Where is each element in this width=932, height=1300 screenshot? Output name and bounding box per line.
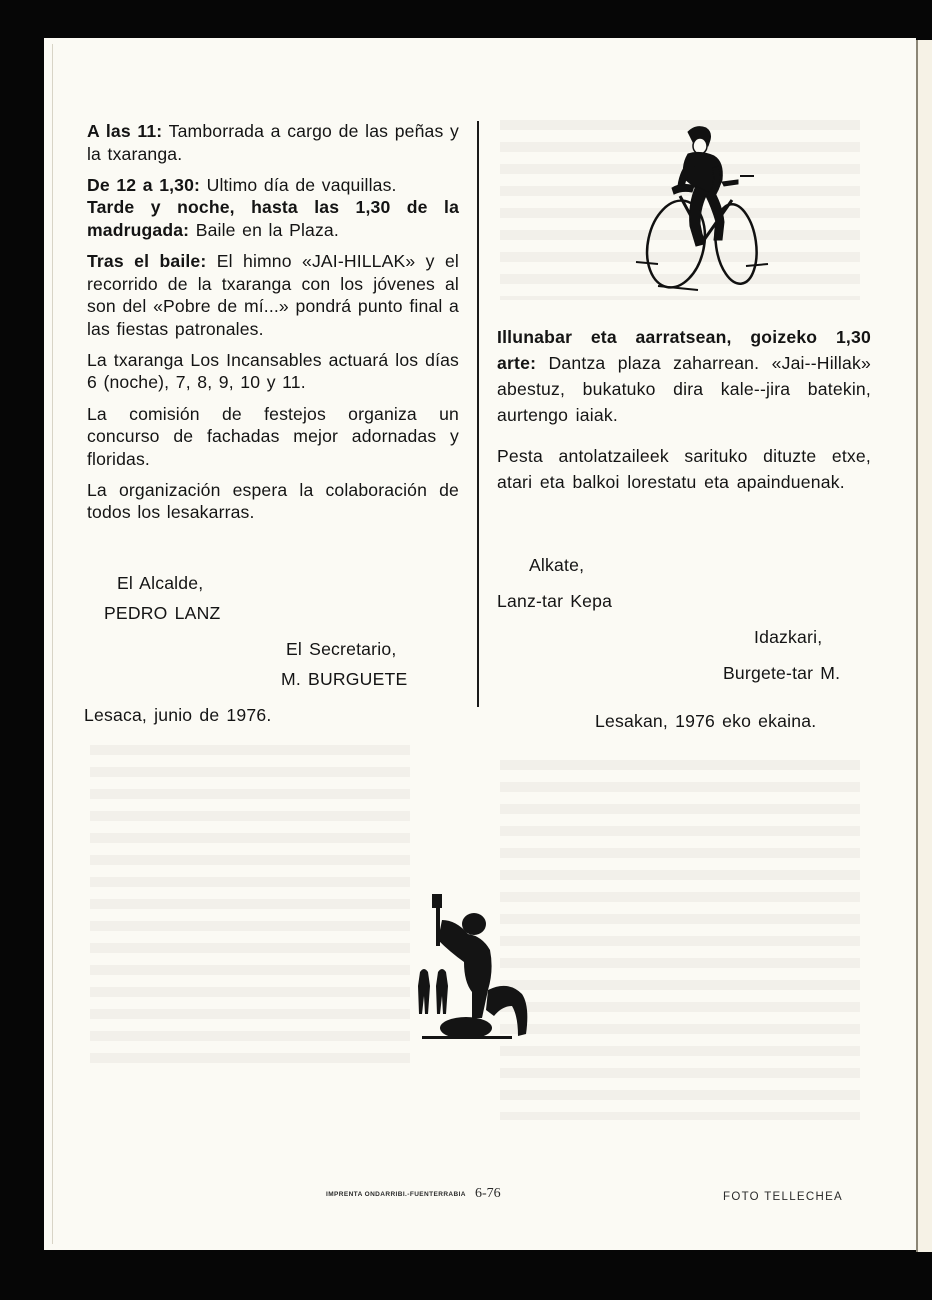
paragraph [87, 349, 459, 394]
left-column-text [87, 120, 459, 533]
paragraph-text: Dantza plaza zaharrean. «Jai--Hillak» abestuz, bukatuko dira kale--jira batekin, aurtengo iaiak. [497, 353, 871, 425]
secretary-name: M. BURGUETE [281, 669, 408, 689]
paragraph [87, 250, 459, 340]
paragraph [87, 403, 459, 471]
secretary-title: El Secretario, [286, 639, 397, 659]
paragraph [87, 174, 459, 197]
paragraph-lead: Illunabar eta aarratsean, goizeko 1,30 arte: [497, 327, 871, 373]
ground-line [422, 1036, 512, 1039]
secretary-title-basque: Idazkari, [754, 627, 823, 647]
paragraph-lead: Tras el baile: [87, 250, 207, 271]
cyclist-face [693, 138, 707, 154]
stone-cutters-illustration [408, 890, 534, 1040]
paragraph-text: Pesta antolatzaileek sarituko dituzte etxe, atari eta balkoi lorestatu eta apainduenak. [497, 446, 871, 492]
column-divider [477, 121, 479, 707]
cyclist-illustration [628, 116, 778, 298]
background-figure [418, 969, 430, 1014]
right-column-text [497, 324, 871, 510]
paragraph-text: Ultimo día de vaquillas. [200, 174, 397, 195]
mayor-title-basque: Alkate, [529, 555, 585, 575]
paragraph-lead: A las 11: [87, 121, 163, 141]
page-edge-line [52, 44, 53, 1244]
stone-block [440, 1017, 492, 1039]
mayor-title: El Alcalde, [117, 573, 204, 593]
cyclist-seat [722, 180, 738, 186]
secretary-name-basque: Burgete-tar M. [723, 663, 841, 683]
paragraph [497, 443, 871, 495]
paragraph [87, 196, 459, 241]
paragraph [87, 120, 459, 165]
show-through-texture [500, 760, 860, 1120]
background-figure [436, 969, 448, 1014]
printer-imprint: IMPRENTA ONDARRIBI.-FUENTERRABIA [326, 1191, 466, 1198]
paragraph-text: Baile en la Plaza. [189, 219, 339, 240]
photo-credit: FOTO TELLECHEA [723, 1191, 844, 1203]
paragraph [497, 324, 871, 428]
paragraph [87, 479, 459, 524]
adjacent-page-sliver [916, 40, 932, 1252]
bicycle-rear-wheel [711, 202, 762, 287]
place-date-basque: Lesakan, 1976 eko ekaina. [595, 711, 817, 731]
print-date: 6-76 [475, 1186, 501, 1201]
mayor-name: PEDRO LANZ [104, 603, 221, 623]
paragraph-lead: Tarde y noche, hasta las 1,30 de la madrugada: [87, 197, 459, 240]
paragraph-lead: De 12 a 1,30: [87, 174, 201, 195]
paragraph-text: La organización espera la colaboración de todos los lesakarras. [87, 479, 459, 523]
paragraph-text: La comisión de festejos organiza un concurso de fachadas mejor adornadas y floridas. [87, 403, 459, 469]
paragraph-text: La txaranga Los Incansables actuará los días 6 (noche), 7, 8, 9, 10 y 11. [87, 349, 459, 393]
cyclist-handlebar [672, 184, 694, 194]
paragraph-text: El himno «JAI-HILLAK» y el recorrido de la txaranga con los jóvenes al son del «Pobre de mí...» pondrá punto final a las fiestas patronales. [87, 250, 459, 339]
ground-speed-lines [636, 262, 768, 290]
axe-head [432, 894, 442, 908]
place-date: Lesaca, junio de 1976. [84, 705, 272, 725]
second-worker [486, 986, 527, 1036]
show-through-texture [90, 745, 410, 1065]
paragraph-text: Tamborrada a cargo de las peñas y la txaranga. [87, 121, 459, 164]
mayor-name-basque: Lanz-tar Kepa [497, 591, 613, 611]
